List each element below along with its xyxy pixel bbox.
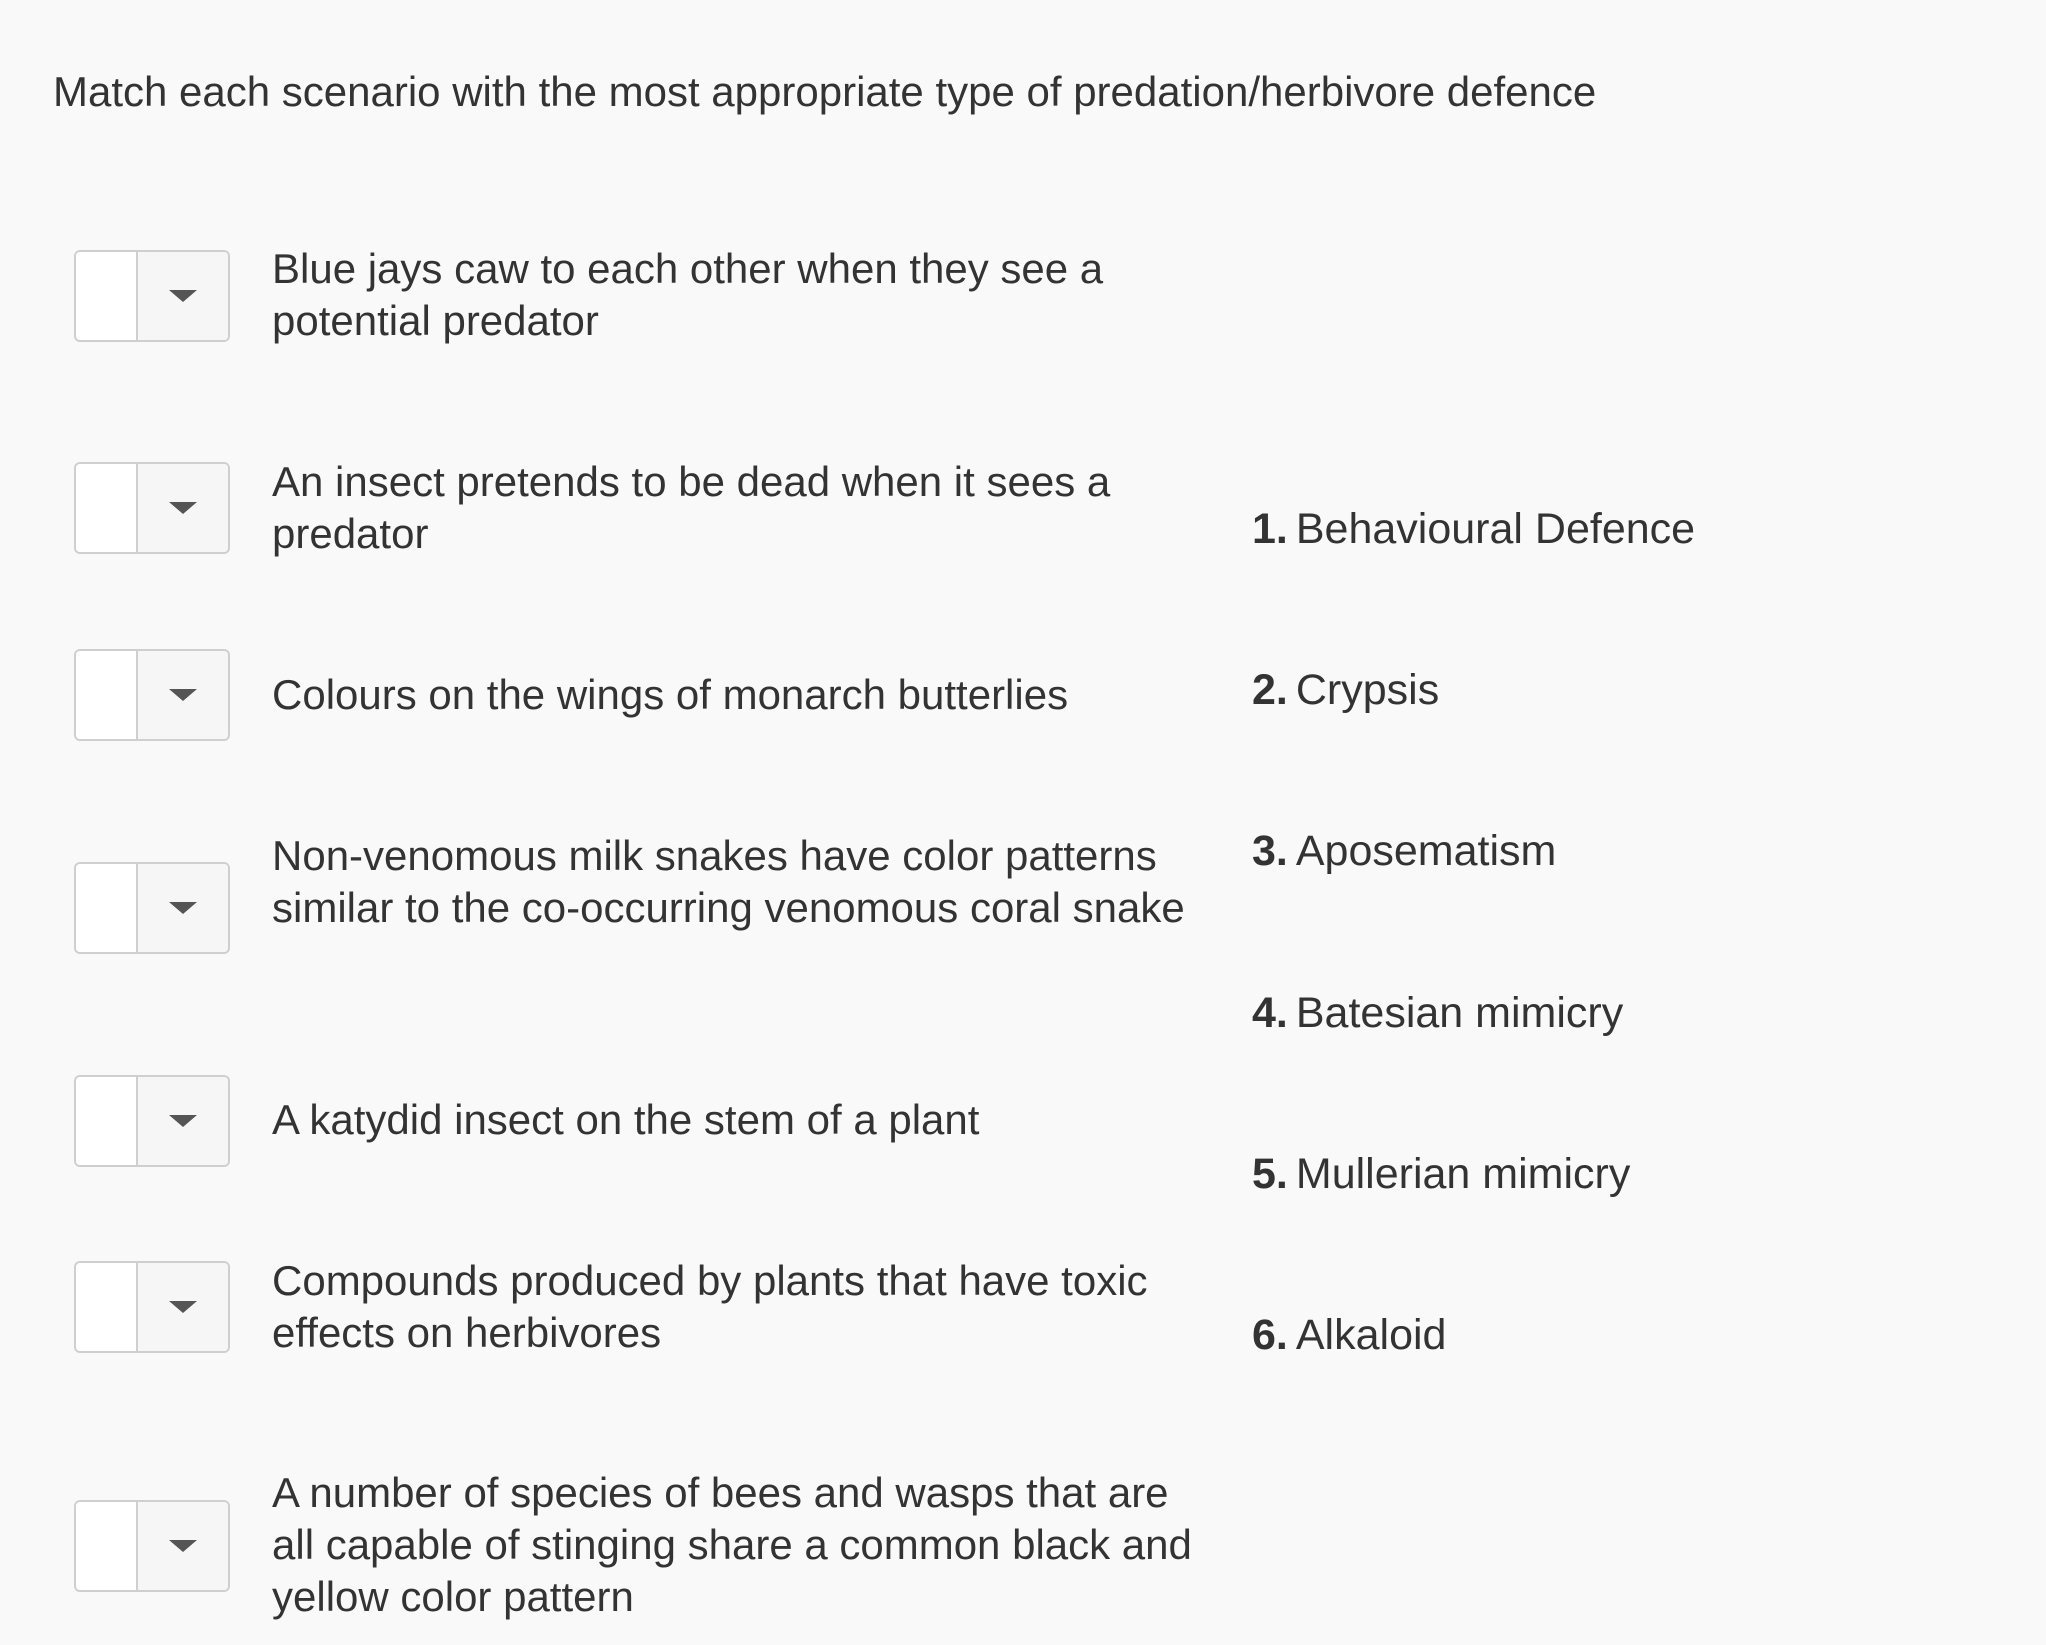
- chevron-down-icon: [169, 1540, 197, 1552]
- dropdown-toggle-button[interactable]: [136, 1263, 228, 1351]
- dropdown-toggle-button[interactable]: [136, 252, 228, 340]
- instruction-text: Match each scenario with the most appropriate type of predation/herbivore defence: [53, 68, 1597, 115]
- dropdown-toggle-button[interactable]: [136, 864, 228, 952]
- scenario-text-4: Non-venomous milk snakes have color patterns similar to the co-occurring venomous coral snake: [272, 832, 1185, 931]
- option-number: 3.: [1252, 827, 1288, 875]
- dropdown-toggle-button[interactable]: [136, 464, 228, 552]
- option-label: Aposematism: [1295, 827, 1557, 875]
- dropdown-value: [76, 651, 136, 739]
- match-dropdown-3[interactable]: [74, 649, 230, 741]
- dropdown-value: [76, 464, 136, 552]
- dropdown-value: [76, 1077, 136, 1165]
- chevron-down-icon: [169, 1301, 197, 1313]
- scenario-text-7: A number of species of bees and wasps that are all capable of stinging share a common black and yellow color pattern: [272, 1469, 1192, 1620]
- chevron-down-icon: [169, 1115, 197, 1127]
- option-label: Mullerian mimicry: [1295, 1150, 1631, 1198]
- dropdown-value: [76, 864, 136, 952]
- option-3: [1252, 825, 1556, 877]
- match-dropdown-5[interactable]: [74, 1075, 230, 1167]
- scenario-text-6: Compounds produced by plants that have toxic effects on herbivores: [272, 1257, 1148, 1356]
- option-2: [1252, 664, 1439, 716]
- match-dropdown-6[interactable]: [74, 1261, 230, 1353]
- match-dropdown-1[interactable]: [74, 250, 230, 342]
- option-5: [1252, 1148, 1630, 1200]
- dropdown-value: [76, 1502, 136, 1590]
- option-6: [1252, 1309, 1446, 1361]
- scenario-text-1: Blue jays caw to each other when they see a potential predator: [272, 245, 1104, 344]
- chevron-down-icon: [169, 902, 197, 914]
- option-number: 5.: [1252, 1150, 1288, 1198]
- match-dropdown-4[interactable]: [74, 862, 230, 954]
- option-number: 4.: [1252, 989, 1288, 1037]
- match-dropdown-7[interactable]: [74, 1500, 230, 1592]
- chevron-down-icon: [169, 689, 197, 701]
- option-label: Batesian mimicry: [1295, 989, 1624, 1037]
- option-number: 6.: [1252, 1311, 1288, 1359]
- dropdown-toggle-button[interactable]: [136, 1502, 228, 1590]
- dropdown-value: [76, 1263, 136, 1351]
- scenario-text-2: An insect pretends to be dead when it sees a predator: [272, 458, 1111, 557]
- option-label: Alkaloid: [1295, 1311, 1447, 1359]
- option-label: Crypsis: [1295, 666, 1440, 714]
- option-number: 1.: [1252, 505, 1288, 553]
- option-label: Behavioural Defence: [1295, 505, 1696, 553]
- match-dropdown-2[interactable]: [74, 462, 230, 554]
- chevron-down-icon: [169, 290, 197, 302]
- option-1: [1252, 503, 1695, 555]
- dropdown-toggle-button[interactable]: [136, 1077, 228, 1165]
- scenario-text-5: A katydid insect on the stem of a plant: [272, 1096, 980, 1143]
- scenario-text-3: Colours on the wings of monarch butterlies: [272, 671, 1069, 718]
- option-number: 2.: [1252, 666, 1288, 714]
- chevron-down-icon: [169, 502, 197, 514]
- dropdown-value: [76, 252, 136, 340]
- dropdown-toggle-button[interactable]: [136, 651, 228, 739]
- option-4: [1252, 987, 1623, 1039]
